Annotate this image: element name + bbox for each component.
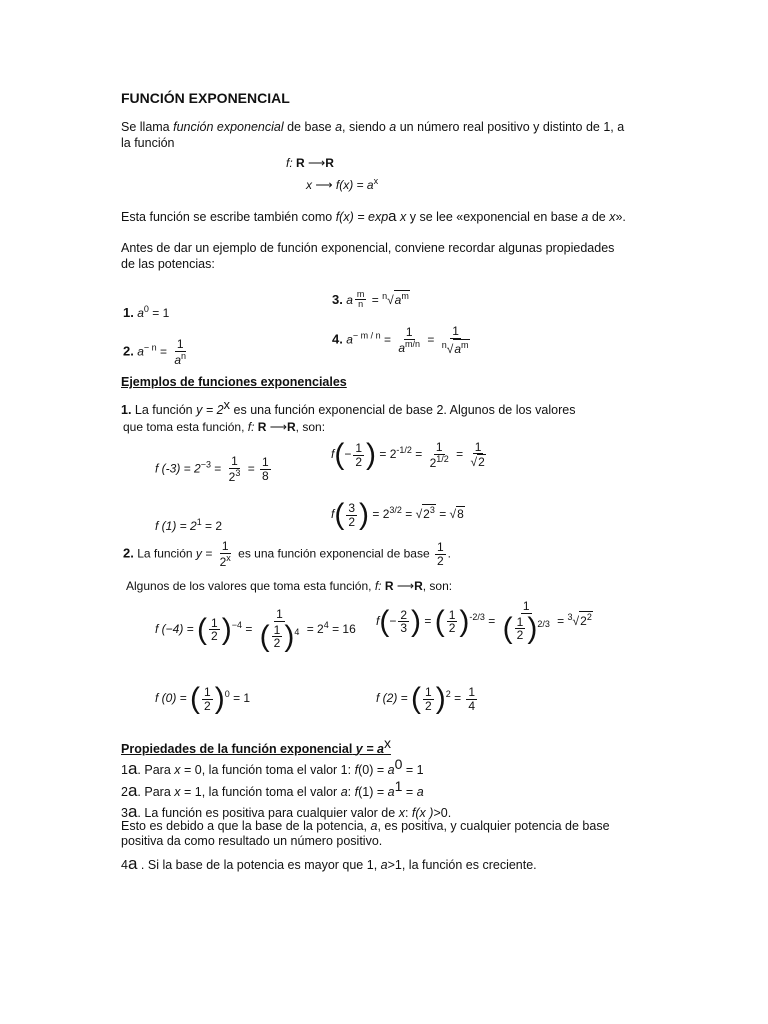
example-2-f-2: f (2) = ( $\frac{1}{2}$ )$^2$ = $\frac{1}{4}$ [376, 682, 476, 715]
function-property-3-line-2: Esto es debido a que la base de la potencia, a, es positiva, y cualquier potencia de base [121, 819, 610, 833]
map-definition-1: f: R ⟶R [286, 156, 334, 170]
recall-line-1: Antes de dar un ejemplo de función exponencial, conviene recordar algunas propiedades [121, 241, 615, 255]
recall-line-2: de las potencias: [121, 257, 215, 271]
example-2-f-minus-4: f (−4) = ( $\frac{1}{2}$ )$^{-4}$ = 1 ( $\frac{1}{2}$ )$^4$ = $2^4 = 16$ [155, 607, 356, 653]
example-1-f-minus-3: f $(-3) = 2^{-3}$ = $\frac{1}{2^3}$ = $\frac{1}{8}$ [155, 454, 269, 484]
intro-line-2: la función [121, 136, 175, 150]
function-property-3: 3a. La función es positiva para cualquier valor de x: f(x )>0. [121, 802, 452, 821]
power-property-3: 3. a $\frac{m}{n}$ = $^n√a^m$ [332, 289, 409, 310]
example-1-f-three-halves: f( $\frac{3}{2}$ ) = $2^{3/2} = √2^3 = √8$ [331, 498, 464, 531]
example-2-f-minus-two-thirds: f(− $\frac{2}{3}$ ) = ( $\frac{1}{2}$ )$^{-2/3}$ = 1 ( $\frac{1}{2}$ )$^{2/3}$ = $^3√2^2$ [376, 599, 592, 645]
properties-heading: Propiedades de la función exponencial $y = a^x$ [121, 735, 391, 757]
page-title: FUNCIÓN EXPONENCIAL [121, 90, 290, 106]
example-2-f-0: f (0) = ( $\frac{1}{2}$ )$^0$ = 1 [155, 682, 251, 715]
examples-heading: Ejemplos de funciones exponenciales [121, 375, 347, 389]
map-definition-2: x ⟶ $f(x) = a^x$ [306, 176, 379, 192]
function-property-2: 2a. Para x = 1, la función toma el valor a: $f(1) = a^1 = a$ [121, 778, 424, 801]
function-property-4: 4a . Si la base de la potencia es mayor que 1, a>1, la función es creciente. [121, 854, 537, 873]
example-2-line-1: 2. La función y = $\frac{1}{2^x}$ es una función exponencial de base $\frac{1}{2}$ . [123, 539, 451, 569]
example-2-line-2: Algunos de los valores que toma esta función, f: R ⟶R, son: [126, 579, 453, 593]
function-property-1: 1a. Para x = 0, la función toma el valor 1: $f(0) = a^0 = 1$ [121, 756, 424, 779]
notation-line: Esta función se escribe también como f(x) = expa x y se lee «exponencial en base a de x». [121, 208, 626, 225]
example-1-line-2: que toma esta función, f: R ⟶R, son: [123, 420, 326, 434]
example-1-line-1: 1. La función $y = 2^x$ es una función exponencial de base 2. Algunos de los valores [121, 397, 576, 418]
function-property-3-line-3: positiva da como resultado un número positivo. [121, 834, 383, 848]
power-property-2: 2. $a^{- n}$ = $\frac{1}{a^n}$ [123, 337, 187, 367]
power-property-4: 4. $a^{- m / n}$ = $\frac{1}{a^{m/n}}$ = $\frac{1}{^n√a^m}$ [332, 324, 469, 356]
example-1-f-1: f $(1) = 2^1 = 2$ [155, 517, 223, 533]
power-property-1: 1. $a^0 = 1$ [123, 304, 170, 320]
example-1-f-minus-half: f(− $\frac{1}{2}$ ) = $2^{-1/2}$ = $\frac{1}{2^{1/2}}$ = $\frac{1}{√2}$ [331, 438, 485, 471]
intro-line-1: Se llama función exponencial de base a, siendo a un número real positivo y distinto de 1, a [121, 120, 625, 134]
